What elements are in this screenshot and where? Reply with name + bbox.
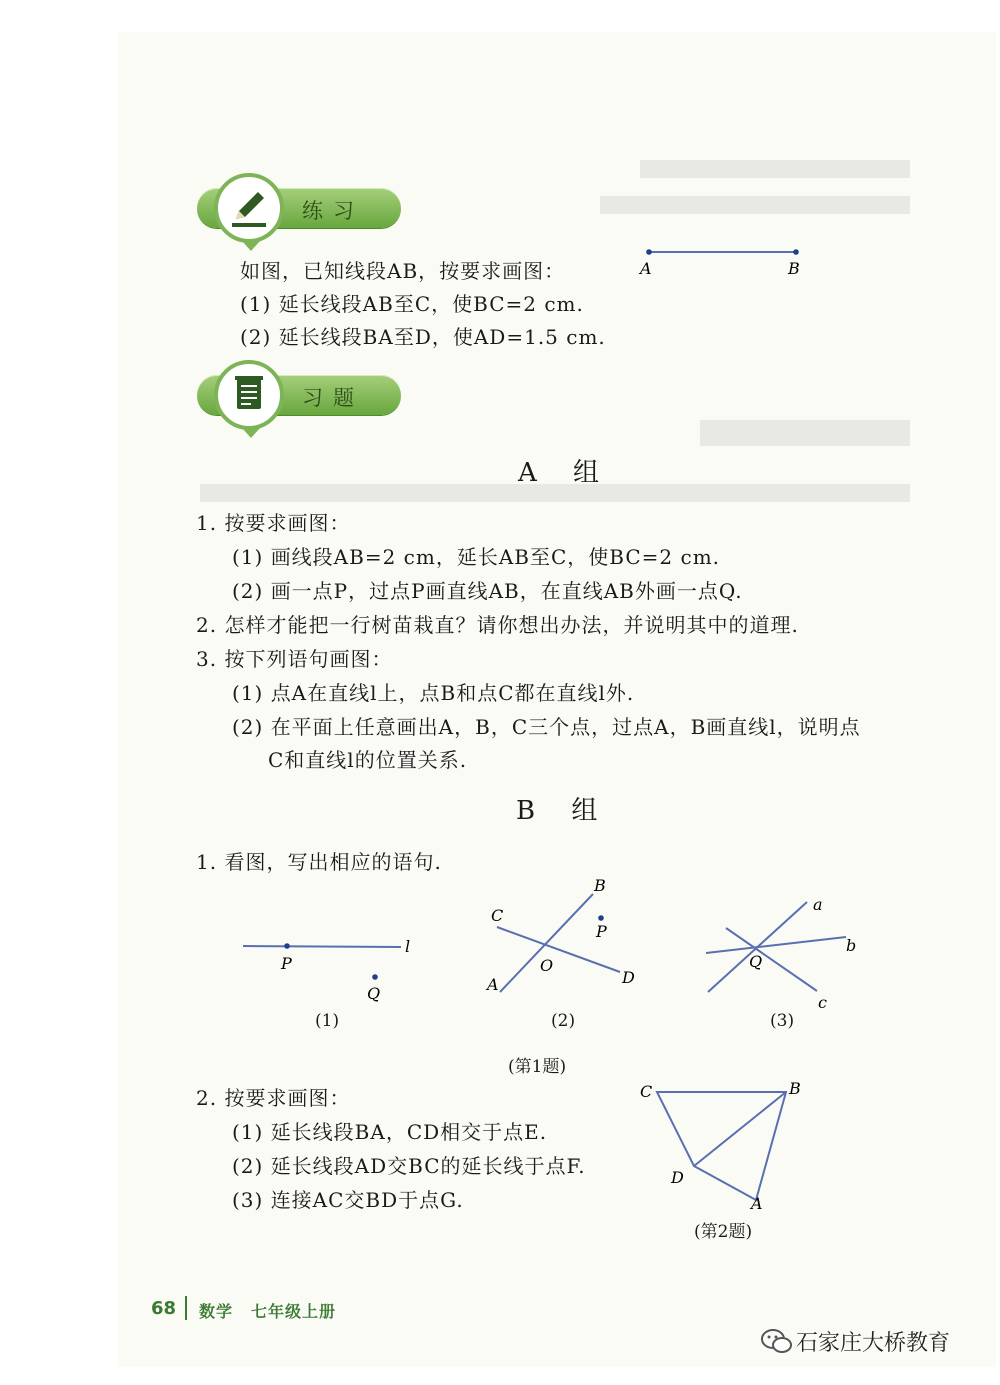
figure-1-caption: (1) (315, 1011, 340, 1031)
label-a: A (751, 1194, 763, 1213)
label-c: c (818, 993, 827, 1010)
practice-intro: 如图，已知线段AB，按要求画图： (240, 259, 566, 283)
label-d: D (622, 968, 635, 987)
question-a1-item: (1) 画线段AB=2 cm，延长AB至C，使BC=2 cm. (232, 545, 721, 569)
line-ab (500, 894, 593, 992)
question-b2: 2. 按要求画图： (196, 1086, 351, 1110)
practice-banner-label: 练习 (302, 199, 364, 223)
question-b2-item: (2) 延长线段AD交BC的延长线于点F. (232, 1154, 586, 1178)
label-c: C (491, 906, 504, 925)
label-a: a (813, 895, 823, 914)
question-b2-item: (1) 延长线段BA，CD相交于点E. (232, 1120, 548, 1144)
question-a1-item: (2) 画一点P，过点P画直线AB，在直线AB外画一点Q. (232, 579, 743, 603)
page-number: 68 (151, 1298, 177, 1319)
point-a (646, 249, 652, 255)
label-a: A (640, 259, 652, 278)
point-q (372, 974, 378, 980)
label-l: l (405, 937, 411, 956)
bleed-through-texture (600, 196, 910, 214)
exercises-banner-label: 习题 (302, 386, 364, 410)
figure-3 (700, 885, 870, 1010)
question-a3-item: (1) 点A在直线l上，点B和点C都在直线l外. (232, 681, 635, 705)
label-q: Q (749, 952, 763, 971)
diagonal-bd (694, 1092, 786, 1166)
question-b2-caption: (第2题) (694, 1222, 753, 1242)
practice-badge (214, 173, 284, 243)
footer-subject: 数学 (199, 1302, 234, 1321)
wechat-icon (760, 1326, 794, 1356)
label-d: D (671, 1168, 684, 1187)
watermark-text: 石家庄大桥教育 (796, 1331, 951, 1356)
figure-2 (480, 875, 650, 1000)
label-p: P (596, 922, 607, 941)
label-b: B (594, 876, 606, 895)
pencil-icon (218, 177, 280, 239)
label-b: B (788, 259, 800, 278)
line-l (243, 946, 401, 947)
group-a-title: A 组 (518, 458, 614, 488)
question-a3-item: (2) 在平面上任意画出A，B，C三个点，过点A，B画直线l，说明点 (232, 715, 861, 739)
footer-grade: 七年级上册 (251, 1302, 337, 1321)
footer-divider (185, 1296, 187, 1320)
line-b (706, 937, 846, 953)
point-b (793, 249, 799, 255)
question-b1: 1. 看图，写出相应的语句. (196, 850, 442, 874)
point-p (598, 915, 604, 921)
point-p (284, 943, 290, 949)
label-b: B (789, 1079, 801, 1098)
figure-2-caption: (2) (551, 1011, 576, 1031)
question-b1-caption: (第1题) (508, 1057, 567, 1077)
segment-ab-figure (630, 240, 820, 285)
line-c (726, 928, 817, 991)
label-p: P (281, 954, 292, 973)
practice-item: (2) 延长线段BA至D，使AD=1.5 cm. (240, 325, 606, 349)
bleed-through-texture (640, 160, 910, 178)
label-a: A (487, 975, 499, 994)
label-q: Q (367, 984, 381, 1003)
question-a1: 1. 按要求画图： (196, 511, 351, 535)
group-b-title: B 组 (516, 796, 612, 826)
question-a3: 3. 按下列语句画图： (196, 647, 393, 671)
question-a3-item-continued: C和直线l的位置关系. (268, 748, 468, 772)
question-b2-item: (3) 连接AC交BD于点G. (232, 1188, 464, 1212)
practice-item: (1) 延长线段AB至C，使BC=2 cm. (240, 292, 584, 316)
bleed-through-texture (700, 420, 910, 446)
exercises-badge (214, 360, 284, 430)
figure-1 (235, 925, 425, 1005)
question-a2: 2. 怎样才能把一行树苗栽直？请你想出办法，并说明其中的道理. (196, 613, 799, 637)
notepad-icon (218, 364, 280, 426)
label-b: b (846, 936, 857, 955)
label-o: O (540, 956, 554, 975)
quadrilateral-figure (630, 1075, 820, 1215)
label-c: C (640, 1082, 653, 1101)
figure-3-caption: (3) (770, 1011, 795, 1031)
